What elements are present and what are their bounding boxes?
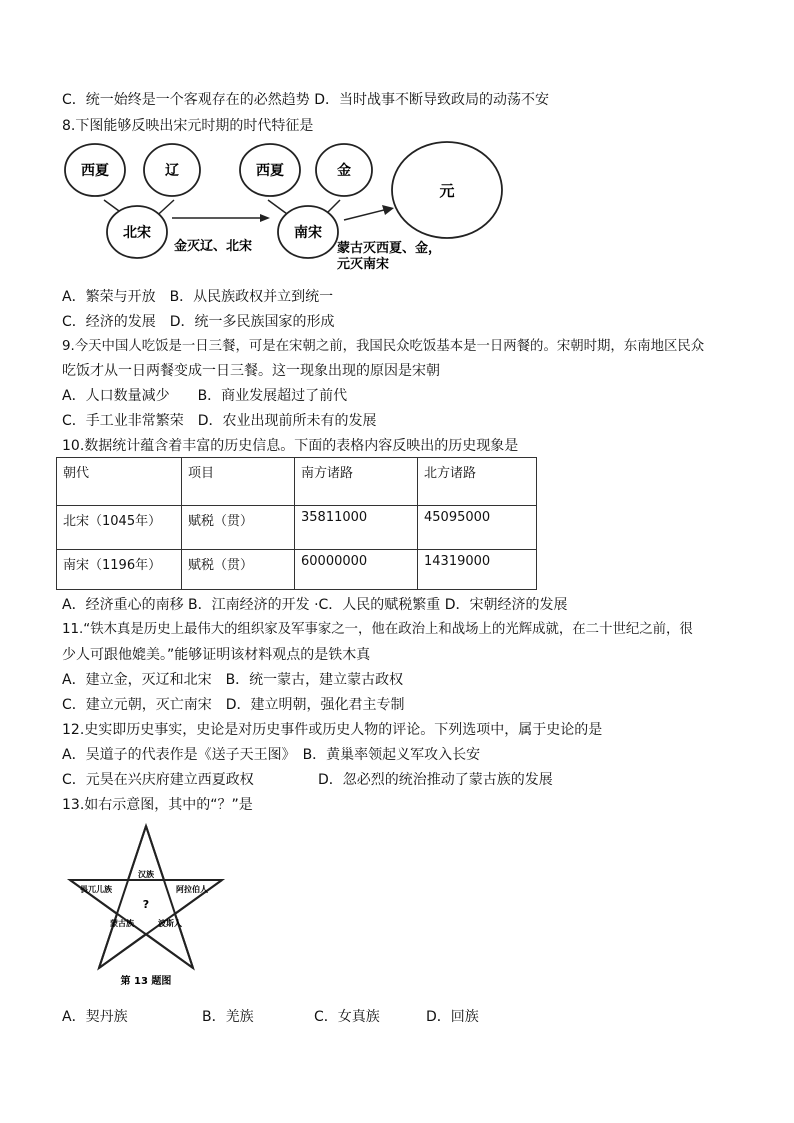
star-line — [146, 826, 193, 968]
q13-option-c: C．女真族 — [314, 1009, 380, 1025]
table-header-cell: 南方诸路 — [295, 458, 418, 506]
q13-option-d: D．回族 — [426, 1009, 479, 1025]
q13-stem: 13.如右示意图，其中的“？”是 — [62, 797, 253, 813]
q9-stem-line2: 吃饭才从一日两餐变成一日三餐。这一现象出现的原因是宋朝 — [62, 363, 440, 379]
liao-label: 辽 — [165, 163, 179, 179]
q12-option-c: C．元昊在兴庆府建立西夏政权 — [62, 772, 254, 788]
table-cell: 60000000 — [295, 550, 418, 590]
star-center-question: ? — [142, 898, 150, 911]
xixia-label: 西夏 — [81, 163, 109, 179]
q7-option-d: D．当时战事不断导致政局的动荡不安 — [314, 92, 550, 108]
table-cell: 14319000 — [418, 550, 537, 590]
star-lower-right-label: 波斯人 — [158, 919, 182, 928]
arrow-line — [344, 210, 384, 220]
q12-stem: 12.史实即历史事实，史论是对历史事件或历史人物的评论。下列选项中，属于史论的是 — [62, 722, 603, 738]
q10-table — [56, 457, 537, 590]
arrow2-label-line1: 蒙古灭西夏、金， — [337, 241, 442, 256]
star-top-label: 汉族 — [138, 870, 154, 879]
arrow-head — [260, 214, 270, 222]
q9-options-line1: A．人口数量减少 B．商业发展超过了前代 — [62, 388, 348, 404]
star-line — [99, 826, 146, 968]
q12-options-line1: A．吴道子的代表作是《送子天王图》 B．黄巢率领起义军攻入长安 — [62, 747, 481, 763]
table-cell: 45095000 — [418, 506, 537, 550]
q8-diagram — [62, 140, 522, 280]
table-cell: 35811000 — [295, 506, 418, 550]
table-cell: 赋税（贯） — [182, 506, 295, 550]
q10-options: A．经济重心的南移 B．江南经济的开发 ·C．人民的赋税繁重 D．宋朝经济的发展 — [62, 597, 568, 613]
table-cell: 南宋（1196年） — [57, 550, 182, 590]
q11-stem-line2: 少人可跟他媲美。”能够证明该材料观点的是铁木真 — [62, 647, 371, 663]
q11-options-line1: A．建立金，灭辽和北宋 B．统一蒙古，建立蒙古政权 — [62, 672, 404, 688]
q8-options-line2: C．经济的发展 D．统一多民族国家的形成 — [62, 314, 335, 330]
table-cell: 赋税（贯） — [182, 550, 295, 590]
star-lower-left-label: 蒙古族 — [110, 919, 134, 928]
q10-stem: 10.数据统计蕴含着丰富的历史信息。下面的表格内容反映出的历史现象是 — [62, 438, 519, 454]
table-header-row — [57, 458, 537, 506]
q13-option-a: A．契丹族 — [62, 1009, 128, 1025]
table-header-cell: 朝代 — [57, 458, 182, 506]
figure-caption: 第 13 题图 — [120, 976, 172, 987]
table-header-cell: 项目 — [182, 458, 295, 506]
table-cell: 北宋（1045年） — [57, 506, 182, 550]
q8-stem: 8.下图能够反映出宋元时期的时代特征是 — [62, 118, 314, 134]
xixia2-label: 西夏 — [256, 163, 284, 179]
q11-stem-line1: 11.“铁木真是历史上最伟大的组织家及军事家之一，他在政治上和战场上的光辉成就，在二十世纪之前，很 — [62, 622, 693, 637]
arrow2-label-line2: 元灭南宋 — [337, 257, 390, 272]
q7-option-c: C．统一始终是一个客观存在的必然趋势 — [62, 92, 310, 108]
q13-star-diagram — [66, 822, 226, 992]
q8-options-line1: A．繁荣与开放 B．从民族政权并立到统一 — [62, 289, 334, 305]
table-row — [57, 550, 537, 590]
q9-options-line2: C．手工业非常繁荣 D．农业出现前所未有的发展 — [62, 413, 377, 429]
jin-label: 金 — [337, 163, 351, 179]
q11-options-line2: C．建立元朝，灭亡南宋 D．建立明朝，强化君主专制 — [62, 697, 405, 713]
table-row — [57, 506, 537, 550]
table-header-cell: 北方诸路 — [418, 458, 537, 506]
star-right-label: 阿拉伯人 — [176, 885, 208, 894]
yuan-label: 元 — [439, 182, 455, 200]
beisong-label: 北宋 — [123, 225, 151, 241]
arrow-head — [382, 205, 394, 215]
q13-option-b: B．羌族 — [202, 1009, 254, 1025]
q7-options — [62, 90, 549, 110]
nansong-label: 南宋 — [294, 225, 322, 241]
arrow1-label: 金灭辽、北宋 — [174, 239, 253, 254]
star-left-label: 畏兀儿族 — [80, 885, 112, 894]
q9-stem-line1: 9.今天中国人吃饭是一日三餐，可是在宋朝之前，我国民众吃饭基本是一日两餐的。宋朝时期，东南地区民众 — [62, 339, 705, 354]
q12-option-d: D．忽必烈的统治推动了蒙古族的发展 — [318, 772, 553, 788]
